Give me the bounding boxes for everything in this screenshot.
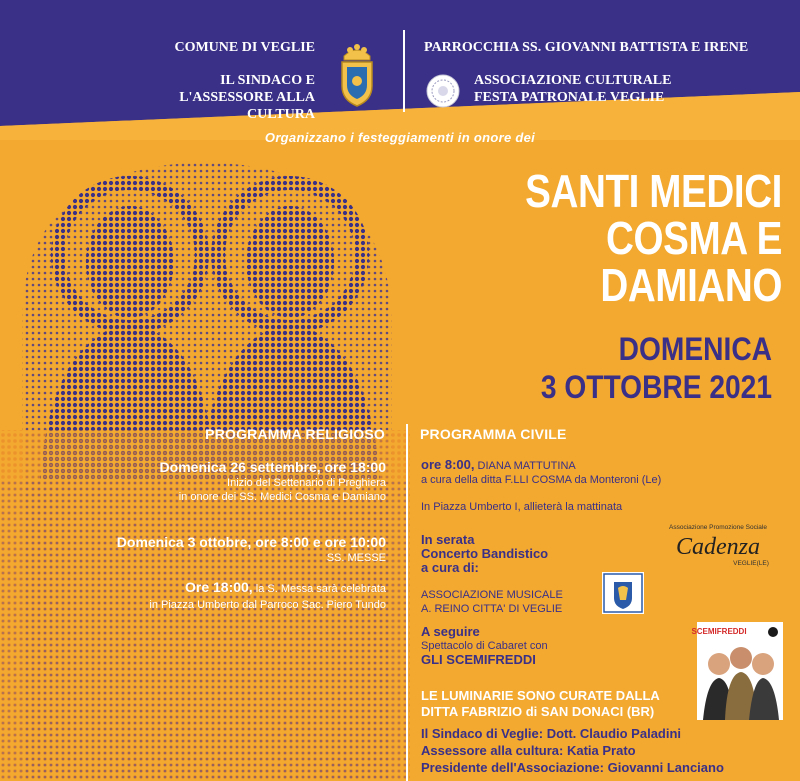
date-line1: DOMENICA	[618, 331, 772, 367]
religioso-item	[30, 458, 386, 504]
event-date	[420, 330, 772, 406]
civile-serata	[421, 533, 601, 575]
civile-credits	[421, 725, 761, 776]
religioso-item-lead-rest: la S. Messa sarà celebrata	[252, 583, 386, 595]
veglie-crest-icon	[336, 42, 378, 108]
assoc-line2: A. REINO CITTA' DI VEGLIE	[421, 603, 563, 615]
seguire-line1: A seguire	[421, 624, 480, 639]
credit-sindaco: Il Sindaco di Veglie: Dott. Claudio Paladini	[421, 726, 682, 741]
religioso-item-lead	[30, 578, 386, 598]
sindaco-label	[120, 72, 315, 123]
sindaco-line1: IL SINDACO E	[220, 73, 315, 88]
religioso-item-line: in Piazza Umberto dal Parroco Sac. Piero Tundo	[149, 599, 386, 611]
civile-luminarie	[421, 688, 701, 720]
religioso-item-lead: Domenica 3 ottobre, ore 8:00 e ore 10:00	[116, 534, 386, 550]
civile-diana	[421, 458, 691, 487]
seguire-line3: GLI SCEMIFREDDI	[421, 652, 536, 667]
parrocchia-label: PARROCCHIA SS. GIOVANNI BATTISTA E IRENE	[424, 40, 749, 55]
header-divider	[403, 30, 405, 112]
cadenza-name: Cadenza	[676, 534, 760, 560]
religioso-item-line: Inizio del Settenario di Preghiera	[227, 477, 386, 489]
diana-sub: a cura della ditta F.LLI COSMA da Monteroni (Le)	[421, 474, 662, 486]
luminarie-line2: DITTA FABRIZIO di SAN DONACI (BR)	[421, 704, 655, 719]
serata-line3: a cura di:	[421, 560, 479, 575]
religioso-item	[30, 533, 386, 565]
diana-time: ore 8:00,	[421, 457, 475, 472]
religioso-item-lead: Domenica 26 settembre, ore 18:00	[159, 459, 386, 475]
scemifreddi-photo	[691, 622, 783, 720]
religioso-item-line: SS. MESSE	[326, 552, 386, 564]
religioso-item-time: Ore 18:00,	[184, 579, 253, 595]
assoc-line1: ASSOCIAZIONE MUSICALE	[421, 589, 563, 601]
serata-line1: In serata	[421, 532, 475, 547]
program-divider	[406, 424, 408, 781]
religioso-item-line: in onore dei SS. Medici Cosma e Damiano	[178, 491, 386, 503]
title-line2: COSMA E	[606, 212, 782, 264]
religioso-heading: PROGRAMMA RELIGIOSO	[205, 426, 385, 442]
band-association-logo-icon	[602, 572, 644, 614]
event-title	[410, 165, 782, 311]
credit-assessore: Assessore alla cultura: Katia Prato	[421, 743, 636, 758]
seguire-line2: Spettacolo di Cabaret con	[421, 640, 548, 652]
title-line1: SANTI MEDICI	[525, 165, 782, 217]
scemi-logo-text: SCEMIFREDDI	[691, 627, 747, 636]
civile-heading: PROGRAMMA CIVILE	[420, 426, 567, 442]
cadenza-city: VEGLIE(LE)	[733, 560, 769, 567]
sindaco-line2: L'ASSESSORE ALLA CULTURA	[179, 90, 315, 122]
comune-label: COMUNE DI VEGLIE	[174, 40, 315, 55]
intro-text: Organizzano i festeggiamenti in onore dei	[264, 130, 536, 145]
civile-associazione	[421, 588, 611, 616]
diana-title: DIANA MATTUTINA	[474, 460, 576, 472]
serata-line2: Concerto Bandistico	[421, 546, 549, 561]
luminarie-line1: LE LUMINARIE SONO CURATE DALLA	[421, 688, 660, 703]
date-line2: 3 OTTOBRE 2021	[540, 369, 772, 405]
title-line3: DAMIANO	[600, 259, 782, 311]
associazione-line2: FESTA PATRONALE VEGLIE	[474, 90, 665, 105]
civile-seguire	[421, 625, 681, 667]
associazione-line1: ASSOCIAZIONE CULTURALE	[474, 73, 672, 88]
associazione-label	[474, 72, 774, 106]
civile-piazza: In Piazza Umberto I, allieterà la mattinata	[421, 501, 623, 513]
cadenza-tagline: Associazione Promozione Sociale	[669, 524, 767, 531]
credit-presidente: Presidente dell'Associazione: Giovanni Lanciano	[421, 760, 724, 775]
religioso-item	[30, 578, 386, 612]
association-seal-icon	[424, 74, 462, 108]
cadenza-logo	[663, 520, 773, 570]
